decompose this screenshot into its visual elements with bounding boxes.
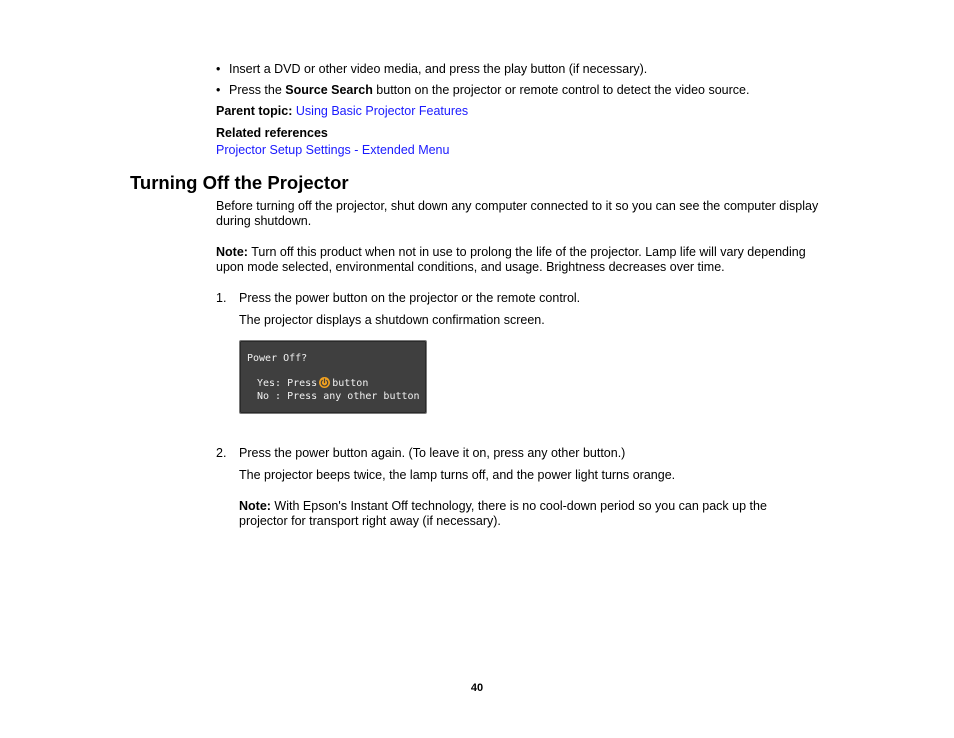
- bullet-dot: •: [216, 83, 221, 97]
- note-label: Note:: [239, 499, 271, 513]
- section-title: Turning Off the Projector: [130, 172, 349, 193]
- screen-no-line: No : Press any other button: [257, 391, 420, 402]
- related-reference-link[interactable]: Projector Setup Settings - Extended Menu: [216, 143, 450, 157]
- screen-yes-line: Yes: Press button: [257, 378, 369, 389]
- intro-paragraph: Before turning off the projector, shut down any computer connected to it so you can see the computer display during shutdown.: [216, 199, 819, 228]
- step-number: 2.: [216, 446, 227, 460]
- step-result: The projector beeps twice, the lamp turns off, and the power light turns orange.: [239, 468, 676, 482]
- parent-topic-label: Parent topic:: [216, 104, 293, 118]
- step-number: 1.: [216, 291, 227, 305]
- step-text: Press the power button on the projector or the remote control.: [239, 291, 581, 305]
- parent-topic-link[interactable]: Using Basic Projector Features: [295, 104, 469, 118]
- parent-topic: [216, 104, 468, 119]
- power-icon: [319, 377, 330, 388]
- note-paragraph: Note: Turn off this product when not in use to prolong the life of the projector. Lamp life will vary depending upon mode selected, environmental conditions, and usage. Brightness decreases over time.: [216, 245, 806, 274]
- bullet-dot: •: [216, 62, 221, 76]
- shutdown-confirmation-screen: [239, 340, 427, 414]
- source-search-term: Source Search: [285, 83, 373, 97]
- bullet-text-source-search: Press the Source Search button on the projector or remote control to detect the video source.: [229, 83, 750, 97]
- step-text: Press the power button again. (To leave it on, press any other button.): [239, 446, 626, 460]
- page-number: 40: [470, 682, 484, 694]
- note-label: Note:: [216, 245, 248, 259]
- related-references-label: Related references: [216, 126, 328, 140]
- screen-title: Power Off?: [247, 353, 308, 364]
- note-paragraph: Note: With Epson's Instant Off technology, there is no cool-down period so you can pack up the projector for transport right away (if necessary).: [239, 499, 767, 528]
- bullet-text-insert-dvd: Insert a DVD or other video media, and press the play button (if necessary).: [229, 62, 648, 76]
- step-result: The projector displays a shutdown confirmation screen.: [239, 313, 545, 327]
